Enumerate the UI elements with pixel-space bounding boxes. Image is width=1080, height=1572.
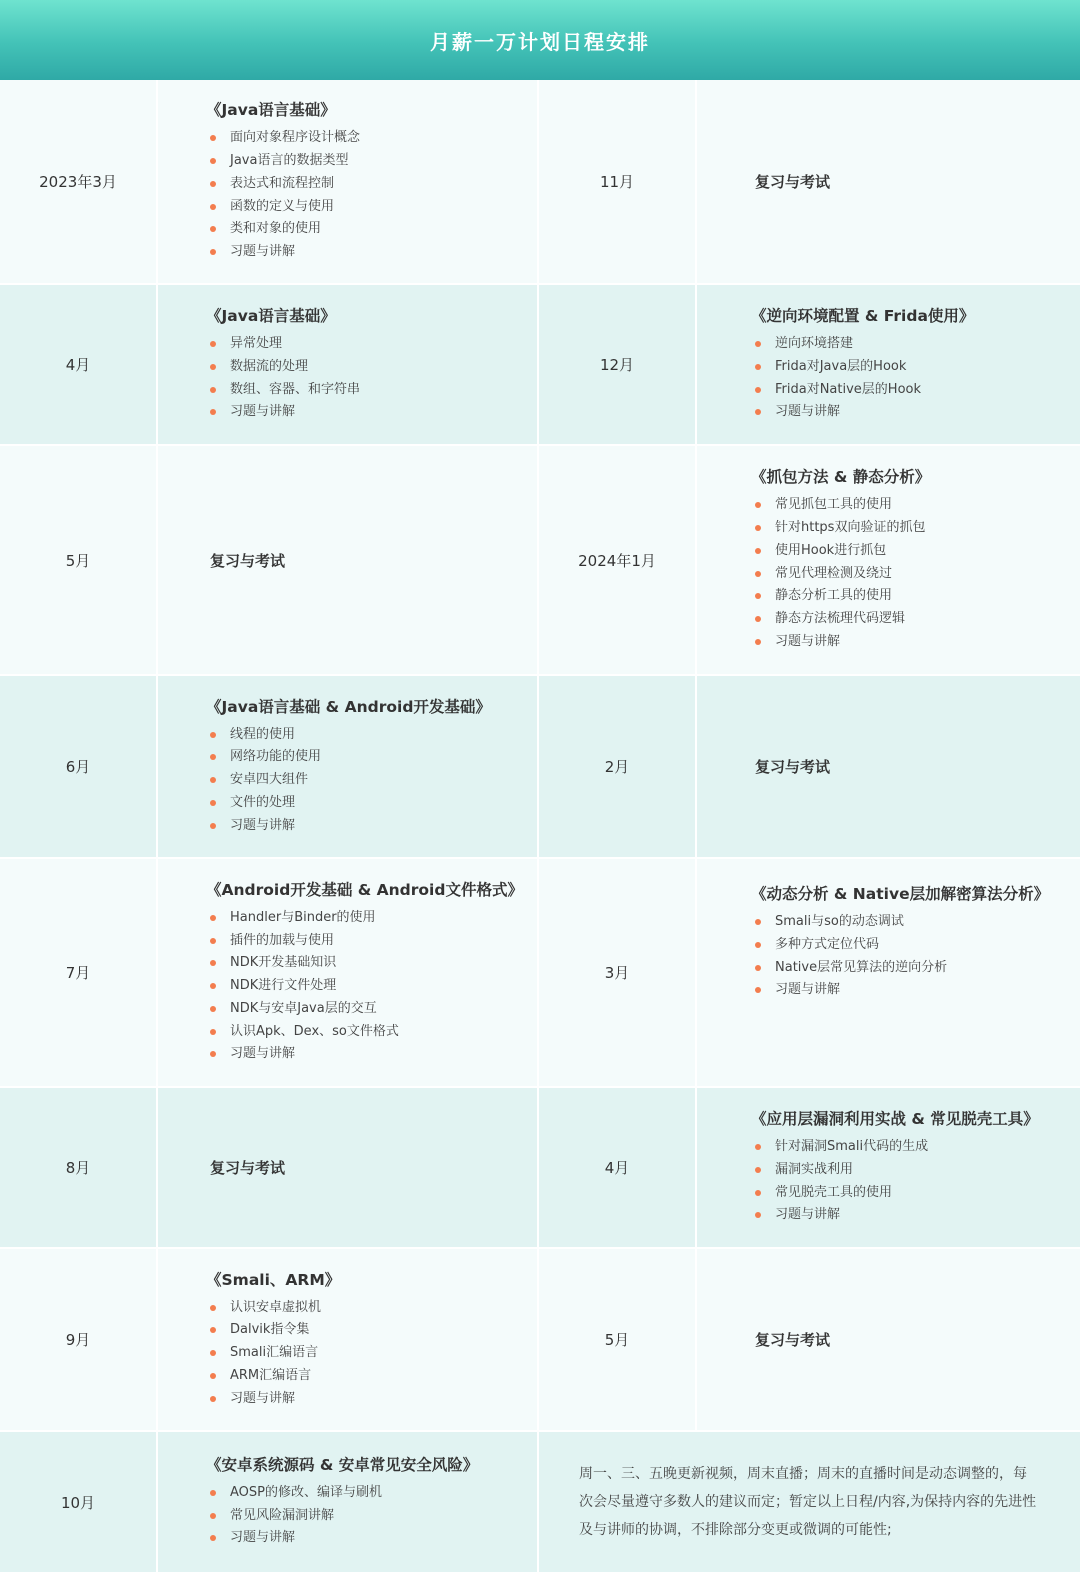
month-cell [539,80,697,285]
topic-item: Smali与so的动态调试 [755,911,1060,934]
topic-item: 针对漏洞Smali代码的生成 [755,1136,1060,1159]
topic-item: 插件的加载与使用 [210,930,517,953]
month-label: 5月 [65,551,91,570]
topic-item: 异常处理 [210,333,517,356]
topic-item: NDK进行文件处理 [210,975,517,998]
month-cell [0,1088,158,1249]
review-label: 复习与考试 [755,758,831,776]
course-cell [697,1088,1080,1249]
month-label: 3月 [604,964,630,982]
month-cell [0,285,158,446]
schedule-note [539,1432,1080,1572]
course-cell [158,446,539,676]
course-title: 《安卓系统源码 & 安卓常见安全风险》 [206,1455,479,1474]
topic-item: 习题与讲解 [210,1388,517,1411]
topic-item: 常见代理检测及绕过 [755,563,1060,586]
topic-item: 数据流的处理 [210,356,517,379]
topic-item: Smali汇编语言 [210,1342,517,1365]
course-cell [697,859,1080,1088]
month-cell [539,1088,697,1249]
page-title: 月薪一万计划日程安排 [430,29,650,54]
course-cell [158,1088,539,1249]
course-cell [158,676,539,859]
topic-item: 类和对象的使用 [210,218,517,241]
topic-item: 习题与讲解 [210,1043,517,1066]
topic-item: 面向对象程序设计概念 [210,127,517,150]
review-label: 复习与考试 [210,551,286,570]
topic-item: 习题与讲解 [210,241,517,264]
course-title: 《Java语言基础》 [206,306,336,325]
topic-list [210,724,517,838]
course-cell [697,80,1080,285]
topic-item: Java语言的数据类型 [210,150,517,173]
topic-item: 线程的使用 [210,724,517,747]
topic-item: Frida对Java层的Hook [755,356,1060,379]
course-cell [697,676,1080,859]
course-title: 《Android开发基础 & Android文件格式》 [206,880,523,899]
month-cell [0,676,158,859]
topic-list [210,1297,517,1411]
topic-item: 使用Hook进行抓包 [755,540,1060,563]
topic-item: 常见风险漏洞讲解 [210,1505,517,1528]
topic-list [755,911,1060,1002]
course-cell [158,1249,539,1432]
review-label: 复习与考试 [755,1331,831,1349]
topic-item: Dalvik指令集 [210,1319,517,1342]
month-label: 12月 [599,356,635,374]
topic-item: 针对https双向验证的抓包 [755,517,1060,540]
review-label: 复习与考试 [755,173,831,191]
topic-item: 静态分析工具的使用 [755,585,1060,608]
topic-item: 静态方法梳理代码逻辑 [755,608,1060,631]
topic-item: NDK与安卓Java层的交互 [210,998,517,1021]
topic-item: NDK开发基础知识 [210,952,517,975]
topic-item: Handler与Binder的使用 [210,907,517,930]
topic-item: 漏洞实战利用 [755,1159,1060,1182]
month-cell [0,446,158,676]
course-cell [158,80,539,285]
topic-item: 常见脱壳工具的使用 [755,1182,1060,1205]
month-cell [0,80,158,285]
month-label: 9月 [65,1331,91,1349]
topic-item: 认识安卓虚拟机 [210,1297,517,1320]
month-label: 8月 [65,1159,91,1177]
topic-item: 认识Apk、Dex、so文件格式 [210,1021,517,1044]
topic-item: AOSP的修改、编译与刷机 [210,1482,517,1505]
course-title: 《抓包方法 & 静态分析》 [751,468,931,487]
course-title: 《动态分析 & Native层加解密算法分析》 [751,885,1050,903]
month-label: 4月 [65,356,91,374]
topic-item: 习题与讲解 [210,1527,517,1550]
topic-item: 习题与讲解 [755,401,1060,424]
course-cell [158,285,539,446]
topic-list [210,333,517,424]
month-label: 2023年3月 [39,173,117,191]
month-cell [539,859,697,1088]
topic-item: 习题与讲解 [210,401,517,424]
month-cell [0,1432,158,1572]
topic-item: 习题与讲解 [210,815,517,838]
month-cell [0,1249,158,1432]
topic-list [210,907,517,1067]
topic-item: 多种方式定位代码 [755,934,1060,957]
course-title: 《Java语言基础 & Android开发基础》 [206,697,491,716]
topic-item: 安卓四大组件 [210,769,517,792]
course-cell [158,859,539,1088]
course-cell [697,1249,1080,1432]
course-cell [697,446,1080,676]
topic-item: 常见抓包工具的使用 [755,494,1060,517]
page-header [0,0,1080,80]
month-label: 4月 [604,1159,630,1177]
course-title: 《Smali、ARM》 [206,1270,341,1289]
course-title: 《Java语言基础》 [206,101,336,120]
review-label: 复习与考试 [210,1159,286,1177]
topic-list [210,127,517,264]
month-label: 6月 [65,758,91,776]
topic-item: 网络功能的使用 [210,746,517,769]
topic-item: 习题与讲解 [755,631,1060,654]
schedule-table [0,80,1080,1572]
topic-item: 习题与讲解 [755,979,1060,1002]
month-label: 7月 [65,964,91,982]
topic-item: 表达式和流程控制 [210,173,517,196]
month-cell [539,1249,697,1432]
topic-item: 习题与讲解 [755,1204,1060,1227]
month-cell [539,285,697,446]
topic-list [755,494,1060,654]
topic-item: 数组、容器、和字符串 [210,379,517,402]
course-title: 《应用层漏洞利用实战 & 常见脱壳工具》 [751,1109,1039,1128]
topic-item: 函数的定义与使用 [210,196,517,219]
course-cell [158,1432,539,1572]
note-text: 周一、三、五晚更新视频，周末直播；周末的直播时间是动态调整的，每次会尽量遵守多数人的建议而定；暂定以上日程/内容,为保持内容的先进性及与讲师的协调，不排除部分变更或微调的可能性; [579,1466,1037,1538]
topic-item: 逆向环境搭建 [755,333,1060,356]
topic-item: ARM汇编语言 [210,1365,517,1388]
month-label: 2024年1月 [578,551,656,570]
course-title: 《逆向环境配置 & Frida使用》 [751,306,975,325]
month-label: 11月 [599,173,635,191]
topic-item: Frida对Native层的Hook [755,379,1060,402]
topic-list [210,1482,517,1550]
month-label: 2月 [604,758,630,776]
topic-list [755,1136,1060,1227]
topic-item: Native层常见算法的逆向分析 [755,957,1060,980]
month-label: 5月 [604,1331,630,1349]
topic-item: 文件的处理 [210,792,517,815]
month-cell [0,859,158,1088]
month-cell [539,676,697,859]
month-label: 10月 [60,1493,96,1512]
month-cell [539,446,697,676]
course-cell [697,285,1080,446]
topic-list [755,333,1060,424]
